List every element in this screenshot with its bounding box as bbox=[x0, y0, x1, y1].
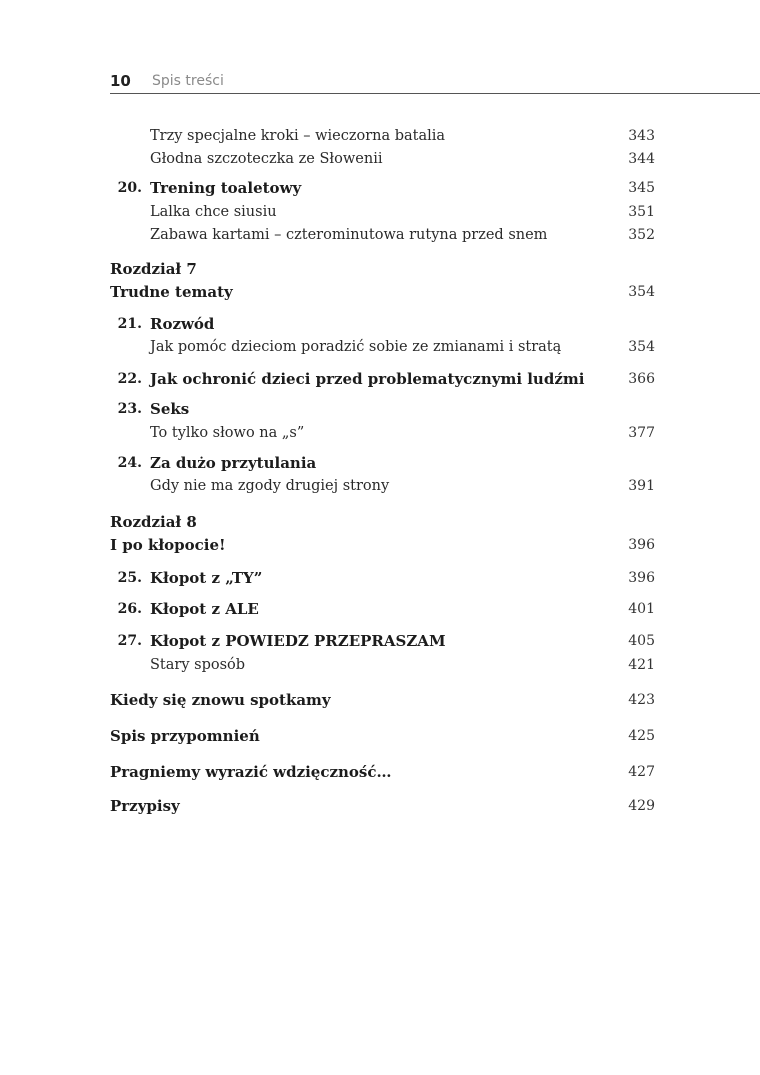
toc-entry-title: Trzy specjalne kroki – wieczorna batalia bbox=[150, 128, 446, 144]
toc-entry bbox=[110, 368, 655, 390]
toc-entry-number: 27. bbox=[117, 633, 142, 649]
toc-page-number: 405 bbox=[628, 633, 655, 649]
running-title: Spis treści bbox=[152, 73, 224, 89]
toc-entry-number: 25. bbox=[117, 570, 142, 586]
toc-page-number: 344 bbox=[628, 151, 655, 167]
toc-entry-title: Lalka chce siusiu bbox=[150, 204, 277, 220]
toc-entry-number: 21. bbox=[117, 316, 142, 332]
toc-entry-title: Kłopot z „TY” bbox=[150, 569, 263, 587]
toc-entry bbox=[110, 630, 655, 652]
toc-entry-title: Głodna szczoteczka ze Słowenii bbox=[150, 151, 383, 167]
toc-page-number: 354 bbox=[628, 339, 655, 355]
toc-page-number: 343 bbox=[628, 128, 655, 144]
toc-page-number: 366 bbox=[628, 371, 655, 387]
toc-entry bbox=[110, 224, 655, 246]
toc-entry bbox=[110, 598, 655, 620]
toc-page-number: 423 bbox=[628, 692, 655, 708]
toc-entry bbox=[110, 452, 655, 474]
toc-entry-number: 24. bbox=[117, 455, 142, 471]
toc-entry-title: Jak pomóc dzieciom poradzić sobie ze zmianami i stratą bbox=[150, 339, 562, 355]
toc-page-number: 351 bbox=[628, 204, 655, 220]
toc-entry bbox=[110, 475, 655, 497]
chapter-label bbox=[110, 258, 655, 280]
toc-entry-title: Rozwód bbox=[150, 315, 215, 333]
toc-entry bbox=[110, 177, 655, 199]
toc-entry bbox=[110, 422, 655, 444]
toc-page-number: 354 bbox=[628, 284, 655, 300]
chapter-label bbox=[110, 511, 655, 533]
toc-entry-title: Jak ochronić dzieci przed problematycznymi ludźmi bbox=[150, 370, 585, 388]
toc-entry bbox=[110, 398, 655, 420]
page-number: 10 bbox=[110, 72, 131, 90]
toc-entry-title: Kiedy się znowu spotkamy bbox=[110, 691, 331, 709]
toc-page-number: 377 bbox=[628, 425, 655, 441]
toc-entry-title: Zabawa kartami – czterominutowa rutyna przed snem bbox=[150, 227, 548, 243]
toc-entry-number: 23. bbox=[117, 401, 142, 417]
toc-entry-title: Stary sposób bbox=[150, 657, 246, 673]
toc-entry-number: 26. bbox=[117, 601, 142, 617]
toc-page-number: 352 bbox=[628, 227, 655, 243]
toc-entry-title: Gdy nie ma zgody drugiej strony bbox=[150, 478, 390, 494]
toc-entry-title: Za dużo przytulania bbox=[150, 454, 317, 472]
toc-entry-title: Rozdział 8 bbox=[110, 513, 197, 531]
toc-entry bbox=[110, 148, 655, 170]
toc-entry bbox=[110, 567, 655, 589]
toc-entry-title: Przypisy bbox=[110, 797, 180, 815]
toc-entry-number: 22. bbox=[117, 371, 142, 387]
toc-entry-title: To tylko słowo na „s” bbox=[150, 425, 305, 441]
toc-entry bbox=[110, 795, 655, 817]
toc-page-number: 345 bbox=[628, 180, 655, 196]
toc-entry-title: Pragniemy wyrazić wdzięczność… bbox=[110, 763, 392, 781]
toc-page-number: 425 bbox=[628, 728, 655, 744]
chapter-title bbox=[110, 534, 655, 556]
toc-page-number: 396 bbox=[628, 570, 655, 586]
toc-entry bbox=[110, 201, 655, 223]
toc-page-number: 396 bbox=[628, 537, 655, 553]
toc-page-number: 401 bbox=[628, 601, 655, 617]
toc-page-number: 391 bbox=[628, 478, 655, 494]
toc-entry bbox=[110, 336, 655, 358]
toc-entry bbox=[110, 761, 655, 783]
toc-entry-title: Rozdział 7 bbox=[110, 260, 197, 278]
toc-page-number: 421 bbox=[628, 657, 655, 673]
toc-entry-title: Spis przypomnień bbox=[110, 727, 260, 745]
toc-page-number: 429 bbox=[628, 798, 655, 814]
toc-entry bbox=[110, 725, 655, 747]
toc-entry bbox=[110, 313, 655, 335]
toc-entry-title: I po kłopocie! bbox=[110, 536, 226, 554]
toc-page-number: 427 bbox=[628, 764, 655, 780]
toc-entry-number: 20. bbox=[117, 180, 142, 196]
toc-entry-title: Trening toaletowy bbox=[150, 179, 302, 197]
toc-entry-title: Kłopot z ALE bbox=[150, 600, 259, 618]
toc-entry bbox=[110, 689, 655, 711]
chapter-title bbox=[110, 281, 655, 303]
toc-entry bbox=[110, 125, 655, 147]
toc-entry-title: Kłopot z POWIEDZ PRZEPRASZAM bbox=[150, 632, 446, 650]
toc-entry-title: Seks bbox=[150, 400, 190, 418]
toc-entry-title: Trudne tematy bbox=[110, 283, 233, 301]
header-rule bbox=[110, 93, 760, 94]
toc-entry bbox=[110, 654, 655, 676]
